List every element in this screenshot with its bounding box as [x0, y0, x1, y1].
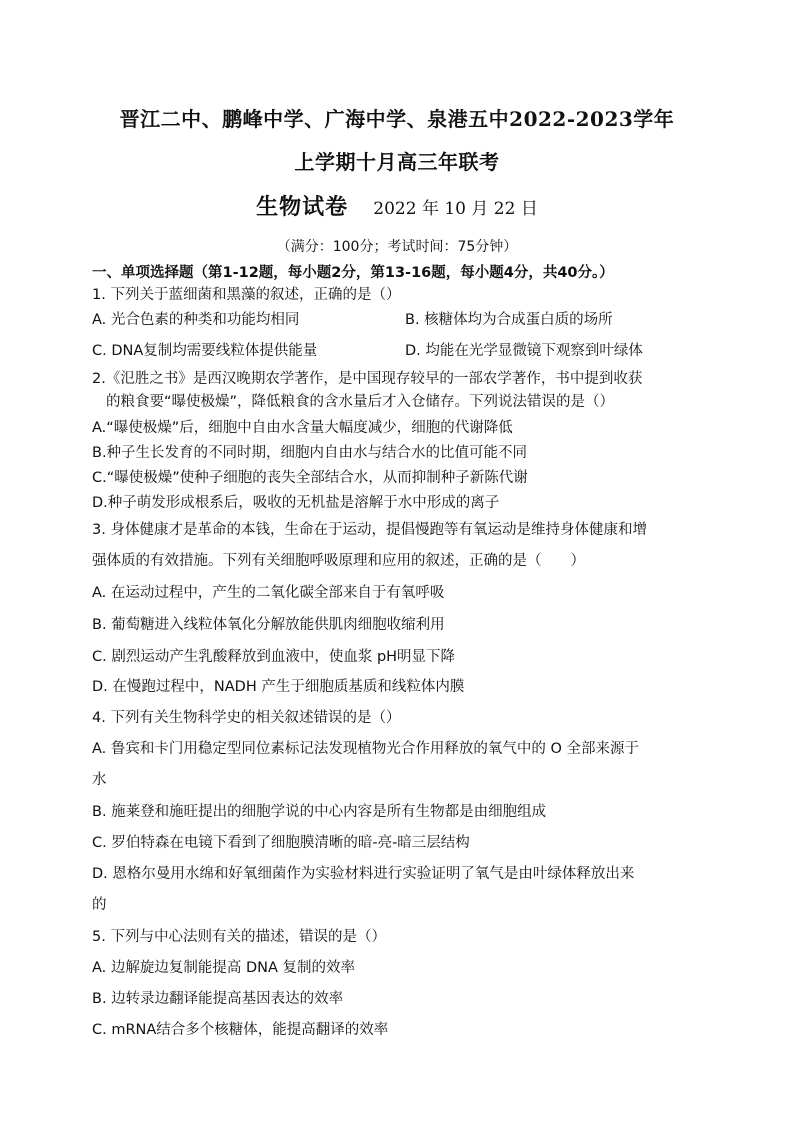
question-4-option-b: B. 施莱登和施旺提出的细胞学说的中心内容是所有生物都是由细胞组成 [92, 804, 547, 820]
question-5-option-b: B. 边转录边翻译能提高基因表达的效率 [92, 991, 344, 1007]
exam-info: （满分：100分；考试时间：75分钟） [276, 239, 518, 255]
question-3-option-c: C. 剧烈运动产生乳酸释放到血液中，使血浆 pH明显下降 [92, 649, 456, 665]
question-5-option-c: C. mRNA结合多个核糖体，能提高翻译的效率 [92, 1022, 389, 1038]
question-1-option-d: D. 均能在光学显微镜下观察到叶绿体 [405, 343, 643, 359]
question-2-option-a: A.“曝使极燥”后，细胞中自由水含量大幅度减少，细胞的代谢降低 [92, 420, 513, 436]
question-2-stem-line2: 的粮食要“曝使极燥”，降低粮食的含水量后才入仓储存。下列说法错误的是（） [106, 394, 615, 410]
question-3-option-a: A. 在运动过程中，产生的二氧化碳全部来自于有氧呼吸 [92, 585, 445, 601]
question-4-option-d-cont: 的 [92, 897, 107, 913]
question-4-option-a: A. 鲁宾和卡门用稳定型同位素标记法发现植物光合作用释放的氧气中的 O 全部来源于 [92, 741, 640, 757]
question-2-stem-line1: 2.《氾胜之书》是西汉晚期农学著作，是中国现存较早的一部农学著作，书中提到收获 [92, 371, 643, 387]
subject-title: 生物试卷 [256, 194, 349, 220]
question-4-option-a-cont: 水 [92, 772, 107, 788]
question-3-option-d: D. 在慢跑过程中，NADH 产生于细胞质基质和线粒体内膜 [92, 679, 465, 695]
question-4-option-d: D. 恩格尔曼用水绵和好氧细菌作为实验材料进行实验证明了氧气是由叶绿体释放出来 [92, 866, 635, 882]
exam-title-line2: 上学期十月高三年联考 [294, 150, 500, 174]
question-2-option-d: D.种子萌发形成根系后，吸收的无机盐是溶解于水中形成的离子 [92, 495, 500, 511]
section-heading: 一、单项选择题（第1-12题，每小题2分，第13-16题，每小题4分，共40分。） [92, 265, 614, 281]
question-4-option-c: C. 罗伯特森在电镜下看到了细胞膜清晰的暗-亮-暗三层结构 [92, 835, 470, 851]
question-3-stem-line1: 3. 身体健康才是革命的本钱，生命在于运动，提倡慢跑等有氧运动是维持身体健康和增 [92, 522, 647, 538]
question-3-stem-line2: 强体质的有效措施。下列有关细胞呼吸原理和应用的叙述，正确的是（ ） [92, 553, 585, 569]
question-5-stem: 5. 下列与中心法则有关的描述，错误的是（） [92, 929, 386, 945]
exam-date: 2022 年 10 月 22 日 [373, 199, 538, 219]
question-2-option-c: C.“曝使极燥”使种子细胞的丧失全部结合水，从而抑制种子新陈代谢 [92, 470, 528, 486]
question-3-option-b: B. 葡萄糖进入线粒体氧化分解放能供肌肉细胞收缩利用 [92, 617, 445, 633]
question-4-stem: 4. 下列有关生物科学史的相关叙述错误的是（） [92, 710, 401, 726]
exam-title-line1: 晋江二中、鹏峰中学、广海中学、泉港五中2022-2023学年 [119, 107, 675, 131]
question-5-option-a: A. 边解旋边复制能提高 DNA 复制的效率 [92, 960, 356, 976]
question-1-stem: 1. 下列关于蓝细菌和黑藻的叙述，正确的是（） [92, 287, 401, 303]
question-2-option-b: B.种子生长发育的不同时期，细胞内自由水与结合水的比值可能不同 [92, 445, 528, 461]
question-1-option-b: B. 核糖体均为合成蛋白质的场所 [405, 312, 613, 328]
question-1-option-a: A. 光合色素的种类和功能均相同 [92, 312, 300, 328]
subject-line [0, 190, 794, 221]
question-1-option-c: C. DNA复制均需要线粒体提供能量 [92, 343, 318, 359]
